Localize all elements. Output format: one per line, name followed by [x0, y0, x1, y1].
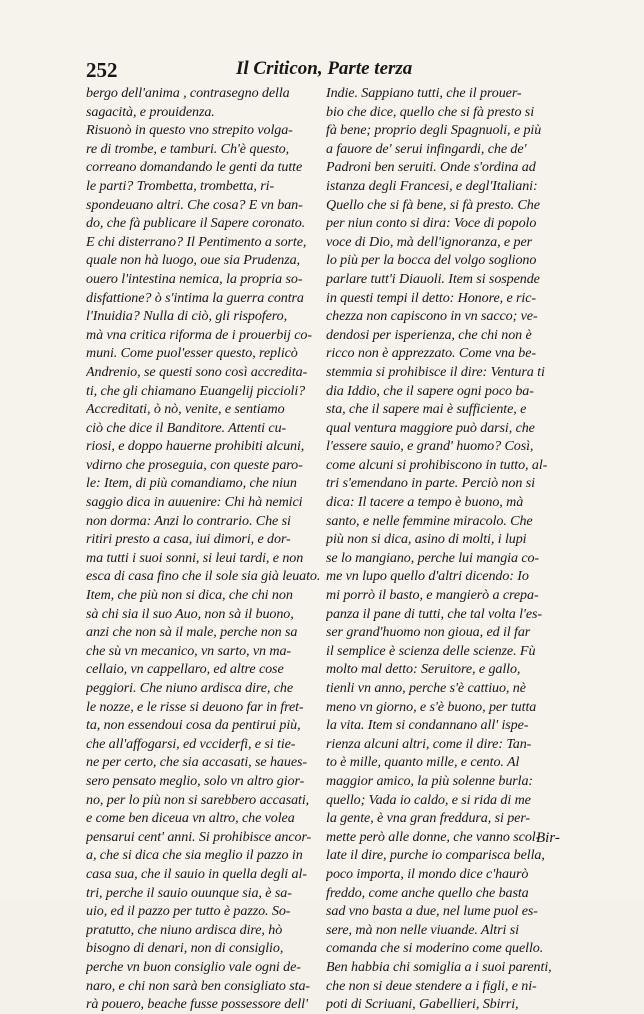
text-line: vdirno che proseguia, con queste paro-	[86, 456, 303, 473]
text-line: chezza non capiscono in vn sacco; ve-	[326, 308, 538, 325]
left-text-column	[86, 84, 324, 1014]
text-line: istanza degli Francesi, e degl'Italiani:	[326, 177, 538, 194]
text-line: poco importa, il mondo dice c'haurò	[326, 865, 529, 882]
text-line: sere, mà non nelle viuande. Altri si	[326, 921, 519, 938]
text-line: ser grand'huomo non gioua, ed il far	[326, 624, 531, 641]
text-line: sagacità, e prouidenza.	[86, 103, 215, 120]
text-line: naro, e chi non sarà ben consigliato sta-	[86, 977, 310, 994]
page-header	[86, 58, 556, 84]
text-line: che all'affogarsi, ed vcciderfi, e si tie-	[86, 735, 296, 752]
text-line: ritiri presto a casa, iui dimori, e dor-	[86, 531, 291, 548]
text-line: dendosi per isperienza, che chi non è	[326, 326, 532, 343]
text-line: che sù vn mecanico, vn sarto, vn ma-	[86, 642, 292, 659]
text-line: parlare tutt'i Diauoli. Item si sospende	[326, 270, 540, 287]
text-line: bisogno di denari, non di consiglio,	[86, 940, 284, 957]
text-line: tri s'emendano in parte. Perciò non si	[326, 475, 535, 492]
text-line: freddo, come anche quello che basta	[326, 884, 529, 901]
text-line: sero pensato meglio, solo vn altro gior-	[86, 772, 305, 789]
text-line: dica: Il tacere a tempo è buono, mà	[326, 494, 524, 511]
text-line: sà chi sia il suo Auo, non sà il buono,	[86, 605, 294, 622]
text-line: spondeuano altri. Che cosa? E vn ban-	[86, 196, 303, 213]
text-line: a, che si dica che sia meglio il pazzo in	[86, 847, 303, 864]
text-line: Padroni ben seruiti. Onde s'ordina ad	[326, 159, 536, 176]
text-line: no, per lo più non si sarebbero accasati,	[86, 791, 310, 808]
text-line: casa sua, che il sauio in quella degli al-	[86, 865, 307, 882]
text-line: Quello che si fà bene, si fà presto. Che	[326, 196, 540, 213]
text-line: quello; Vada io caldo, e si rida di me	[326, 791, 531, 808]
text-line: sad vno basta a due, nel lume puol es-	[326, 903, 538, 920]
text-line: quale non hà luogo, oue sia Prudenza,	[86, 252, 300, 269]
text-line: uio, ed il pazzo per tutto è pazzo. So-	[86, 903, 291, 920]
text-line: ouero l'intestina nemica, la propria so-	[86, 270, 303, 287]
text-line: tienli vn anno, perche s'è cattiuo, nè	[326, 680, 526, 696]
text-line: peggiori. Che niuno ardisca dire, che	[86, 680, 294, 696]
text-line: tri, perche il sauio ouunque sia, è sa-	[86, 884, 292, 901]
text-line: ta, non essendoui cosa da pentirui più,	[86, 717, 301, 734]
text-line: mi porrò il basto, e mangierò a crepa-	[326, 587, 539, 604]
text-line: le: Item, di più comandiamo, che niun	[86, 475, 297, 492]
text-line: disfattione? ò s'intima la guerra contra	[86, 289, 304, 306]
text-line: do, che fà publicare il Sapere coronato.	[86, 215, 306, 232]
text-line: panza il pane di tutti, che tal volta l'es-	[326, 605, 542, 622]
text-line: dia Iddio, che il sapere ogni poco ba-	[326, 382, 534, 399]
text-line: anzi che non sà il male, perche non sa	[86, 624, 298, 641]
text-line: le nozze, e le risse si deuono far in fret-	[86, 698, 304, 715]
text-line: pratutto, che niuno ardisca dire, hò	[86, 921, 283, 938]
text-line: ma tutti i suoi sonni, si leui tardi, e non	[86, 549, 304, 566]
text-line: in questi tempi il detto: Honore, e ric-	[326, 289, 536, 306]
text-line: più non si dica, asino di molti, i lupi	[326, 531, 527, 548]
text-line: le parti? Trombetta, trombetta, ri-	[86, 177, 275, 194]
text-line: muni. Come puol'esser questo, replicò	[86, 345, 298, 362]
text-line: rienza alcuni altri, come il dire: Tan-	[326, 735, 532, 752]
text-line: Risuonò in questo vno strepito volga-	[86, 122, 293, 139]
text-line: l'Inuidia? Nulla di ciò, gli rispofero,	[86, 308, 287, 325]
text-line: saggio dica in auuenire: Chi hà nemici	[86, 494, 303, 511]
page-number: 252	[86, 58, 118, 82]
text-line: E chi disterrano? Il Pentimento a sorte,	[86, 233, 307, 250]
text-line: molto mal detto: Seruitore, e gallo,	[326, 661, 521, 678]
text-line: Andrenio, se questi sono così accredita-	[86, 363, 308, 380]
text-line: maggior amico, la più solenne burla:	[326, 772, 534, 789]
text-line: ricco non è apprezzato. Come vna be-	[326, 345, 536, 362]
text-line: perche vn buon consiglio vale ogni de-	[86, 958, 301, 975]
text-line: a fauore de' serui infingardi, che de'	[326, 140, 527, 157]
catchword: Bir-	[536, 830, 560, 846]
text-line: esca di casa fino che il sole sia già leuato.	[86, 568, 321, 585]
right-text-column	[326, 84, 572, 1014]
text-line: e come ben diceua vn altro, che volea	[86, 810, 295, 827]
text-line: lo più per la bocca del volgo sogliono	[326, 252, 537, 269]
text-line: stemmia si prohibisce il dire: Ventura ti	[326, 363, 545, 380]
text-line: correano domandando le genti da tutte	[86, 159, 303, 176]
text-line: poti di Scriuani, Gabellieri, Sbirri,	[326, 996, 519, 1013]
text-line: cellaio, vn cappellaro, ed altre cose	[86, 661, 284, 678]
text-line: mà vna critica riforma de i prouerbij co-	[86, 326, 312, 343]
text-line: il semplice è scienza delle scienze. Fù	[326, 642, 536, 659]
text-line: per niun conto si dira: Voce di popolo	[326, 215, 537, 232]
text-line: come alcuni si prohibiscono in tutto, al-	[326, 456, 548, 473]
text-line: se lo mangiano, perche lui mangia co-	[326, 549, 540, 566]
text-line: che non si deue stendere a i figli, e ni-	[326, 977, 537, 994]
text-line: mette però alle donne, che vanno scol-	[326, 828, 541, 845]
text-line: bio che dice, quello che si fà presto si	[326, 103, 535, 120]
text-line: ti, che gli chiamano Euangelij piccioli?	[86, 382, 306, 399]
text-line: pensarui cent' anni. Si prohibisce ancor-	[86, 828, 312, 845]
text-line: rà pouero, beache fusse possessore dell'	[86, 996, 308, 1013]
text-line: ne per certo, che sia accasati, se haues-	[86, 754, 307, 771]
text-line: re di trombe, e tamburi. Ch'è questo,	[86, 140, 289, 157]
text-line: Ben habbia chi somiglia a i suoi parenti,	[326, 958, 552, 975]
text-line: la gente, è vna gran freddura, si per-	[326, 810, 531, 827]
running-title: Il Criticon, Parte terza	[236, 58, 413, 79]
text-line: fà bene; proprio degli Spagnuoli, e più	[326, 122, 542, 139]
text-line: bergo dell'anima , contrasegno della	[86, 85, 290, 101]
text-line: comanda che si moderino come quello.	[326, 940, 544, 957]
text-line: non dorma: Anzi lo contrario. Che si	[86, 512, 291, 529]
text-line: l'essere sauio, e grand' huomo? Così,	[326, 438, 534, 455]
text-line: santo, e nelle femmine miracolo. Che	[326, 512, 533, 529]
text-line: me vn lupo quello d'altri dicendo: Io	[326, 568, 529, 585]
text-line: la vita. Item si condannano all' ispe-	[326, 717, 529, 734]
text-line: ciò che dice il Banditore. Attenti cu-	[86, 419, 287, 436]
text-line: Indie. Sappiano tutti, che il prouer-	[326, 85, 522, 101]
text-line: sta, che il sapere mai è sufficiente, e	[326, 401, 527, 418]
text-line: meno vn giorno, e s'è buono, per tutta	[326, 698, 537, 715]
text-line: Accreditati, ò nò, venite, e sentiamo	[86, 401, 285, 418]
text-line: qual ventura maggiore può darsi, che	[326, 419, 535, 436]
text-line: voce di Dio, mà dell'ignoranza, e per	[326, 233, 532, 250]
text-line: to è mille, quanto mille, e cento. Al	[326, 754, 520, 771]
text-line: Item, che più non si dica, che chi non	[86, 587, 293, 604]
text-line: late il dire, purche io comparisca bella,	[326, 847, 545, 864]
text-line: riosi, e doppo hauerne prohibiti alcuni,	[86, 438, 305, 455]
